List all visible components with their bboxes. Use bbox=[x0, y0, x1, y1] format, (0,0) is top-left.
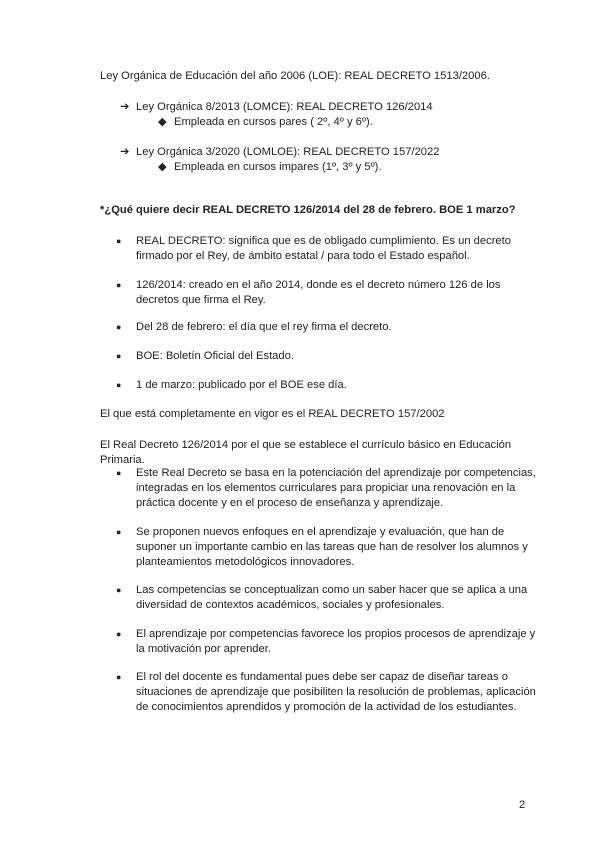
list-item bbox=[116, 234, 536, 264]
list-item bbox=[116, 583, 536, 613]
list-item-text: REAL DECRETO: significa que es de obligado cumplimiento. Es un decreto firmado por el Rey, de ámbito estatal / para todo el Estado español. bbox=[136, 235, 511, 262]
law-item bbox=[120, 145, 439, 160]
law-label: Ley Orgánica 3/2020 (LOMLOE): REAL DECRETO 157/2022 bbox=[136, 146, 440, 158]
law-sub-label: Empleada en cursos impares (1º, 3º y 5º). bbox=[174, 161, 382, 173]
list-item bbox=[116, 627, 536, 657]
bullet-icon: ● bbox=[116, 280, 122, 290]
list-item-text: BOE: Boletín Oficial del Estado. bbox=[136, 350, 294, 362]
law-subitem bbox=[158, 160, 382, 175]
curriculum-intro: El Real Decreto 126/2014 por el que se establece el currículo básico en Educación Primaria. bbox=[100, 439, 512, 466]
law-label: Ley Orgánica 8/2013 (LOMCE): REAL DECRETO 126/2014 bbox=[136, 101, 433, 113]
list-item bbox=[116, 525, 536, 570]
bullet-icon: ● bbox=[116, 585, 122, 595]
bullet-icon: ● bbox=[116, 468, 122, 478]
list-item-text: El aprendizaje por competencias favorece los propios procesos de aprendizaje y la motivación por aprender. bbox=[136, 628, 536, 655]
list-item bbox=[116, 670, 536, 715]
list-item-text: El rol del docente es fundamental pues debe ser capaz de diseñar tareas o situaciones de aprendizaje que posibiliten la resolución de problemas, aplicación de conocimientos aprendidos y promoción de la actividad de los estudiantes. bbox=[136, 671, 536, 713]
list-item bbox=[116, 320, 536, 335]
question-heading: *¿Qué quiere decir REAL DECRETO 126/2014 del 28 de febrero. BOE 1 marzo? bbox=[100, 204, 516, 216]
list-item bbox=[116, 349, 536, 364]
bullet-icon: ● bbox=[116, 322, 122, 332]
list-item-text: Este Real Decreto se basa en la potenciación del aprendizaje por competencias, integradas en los elementos curriculares para propiciar una renovación en la práctica docente y en el proceso de enseñanza y aprendizaje. bbox=[136, 467, 536, 509]
arrow-icon: ➔ bbox=[120, 101, 130, 113]
list-item-text: 126/2014: creado en el año 2014, donde es el decreto número 126 de los decretos que firma el Rey. bbox=[136, 279, 501, 306]
list-item-text: Se proponen nuevos enfoques en el aprendizaje y evaluación, que han de suponer un importante cambio en las tareas que han de resolver los alumnos y planteamientos metodológicos innovadores. bbox=[136, 526, 528, 568]
bullet-icon: ● bbox=[116, 380, 122, 390]
list-item bbox=[116, 278, 536, 308]
law-item bbox=[120, 100, 433, 115]
list-item-text: Del 28 de febrero: el día que el rey firma el decreto. bbox=[136, 321, 392, 333]
law-sub-label: Empleada en cursos pares ( 2º, 4º y 6º). bbox=[174, 116, 373, 128]
bullet-icon: ● bbox=[116, 236, 122, 246]
law-subitem bbox=[158, 115, 373, 130]
list-item-text: 1 de marzo: publicado por el BOE ese día. bbox=[136, 379, 347, 391]
diamond-icon: ◆ bbox=[158, 161, 167, 173]
page-number: 2 bbox=[519, 799, 526, 811]
bullet-icon: ● bbox=[116, 672, 122, 682]
list-item bbox=[116, 466, 536, 511]
bullet-icon: ● bbox=[116, 351, 122, 361]
diamond-icon: ◆ bbox=[158, 116, 167, 128]
bullet-icon: ● bbox=[116, 527, 122, 537]
bullet-icon: ● bbox=[116, 629, 122, 639]
list-item bbox=[116, 378, 536, 393]
list-item-text: Las competencias se conceptualizan como un saber hacer que se aplica a una diversidad de contextos académicos, sociales y profesionales. bbox=[136, 584, 528, 611]
intro-line: Ley Orgánica de Educación del año 2006 (LOE): REAL DECRETO 1513/2006. bbox=[100, 70, 490, 82]
in-force-line: El que está completamente en vigor es el REAL DECRETO 157/2002 bbox=[100, 408, 445, 420]
arrow-icon: ➔ bbox=[120, 146, 130, 158]
